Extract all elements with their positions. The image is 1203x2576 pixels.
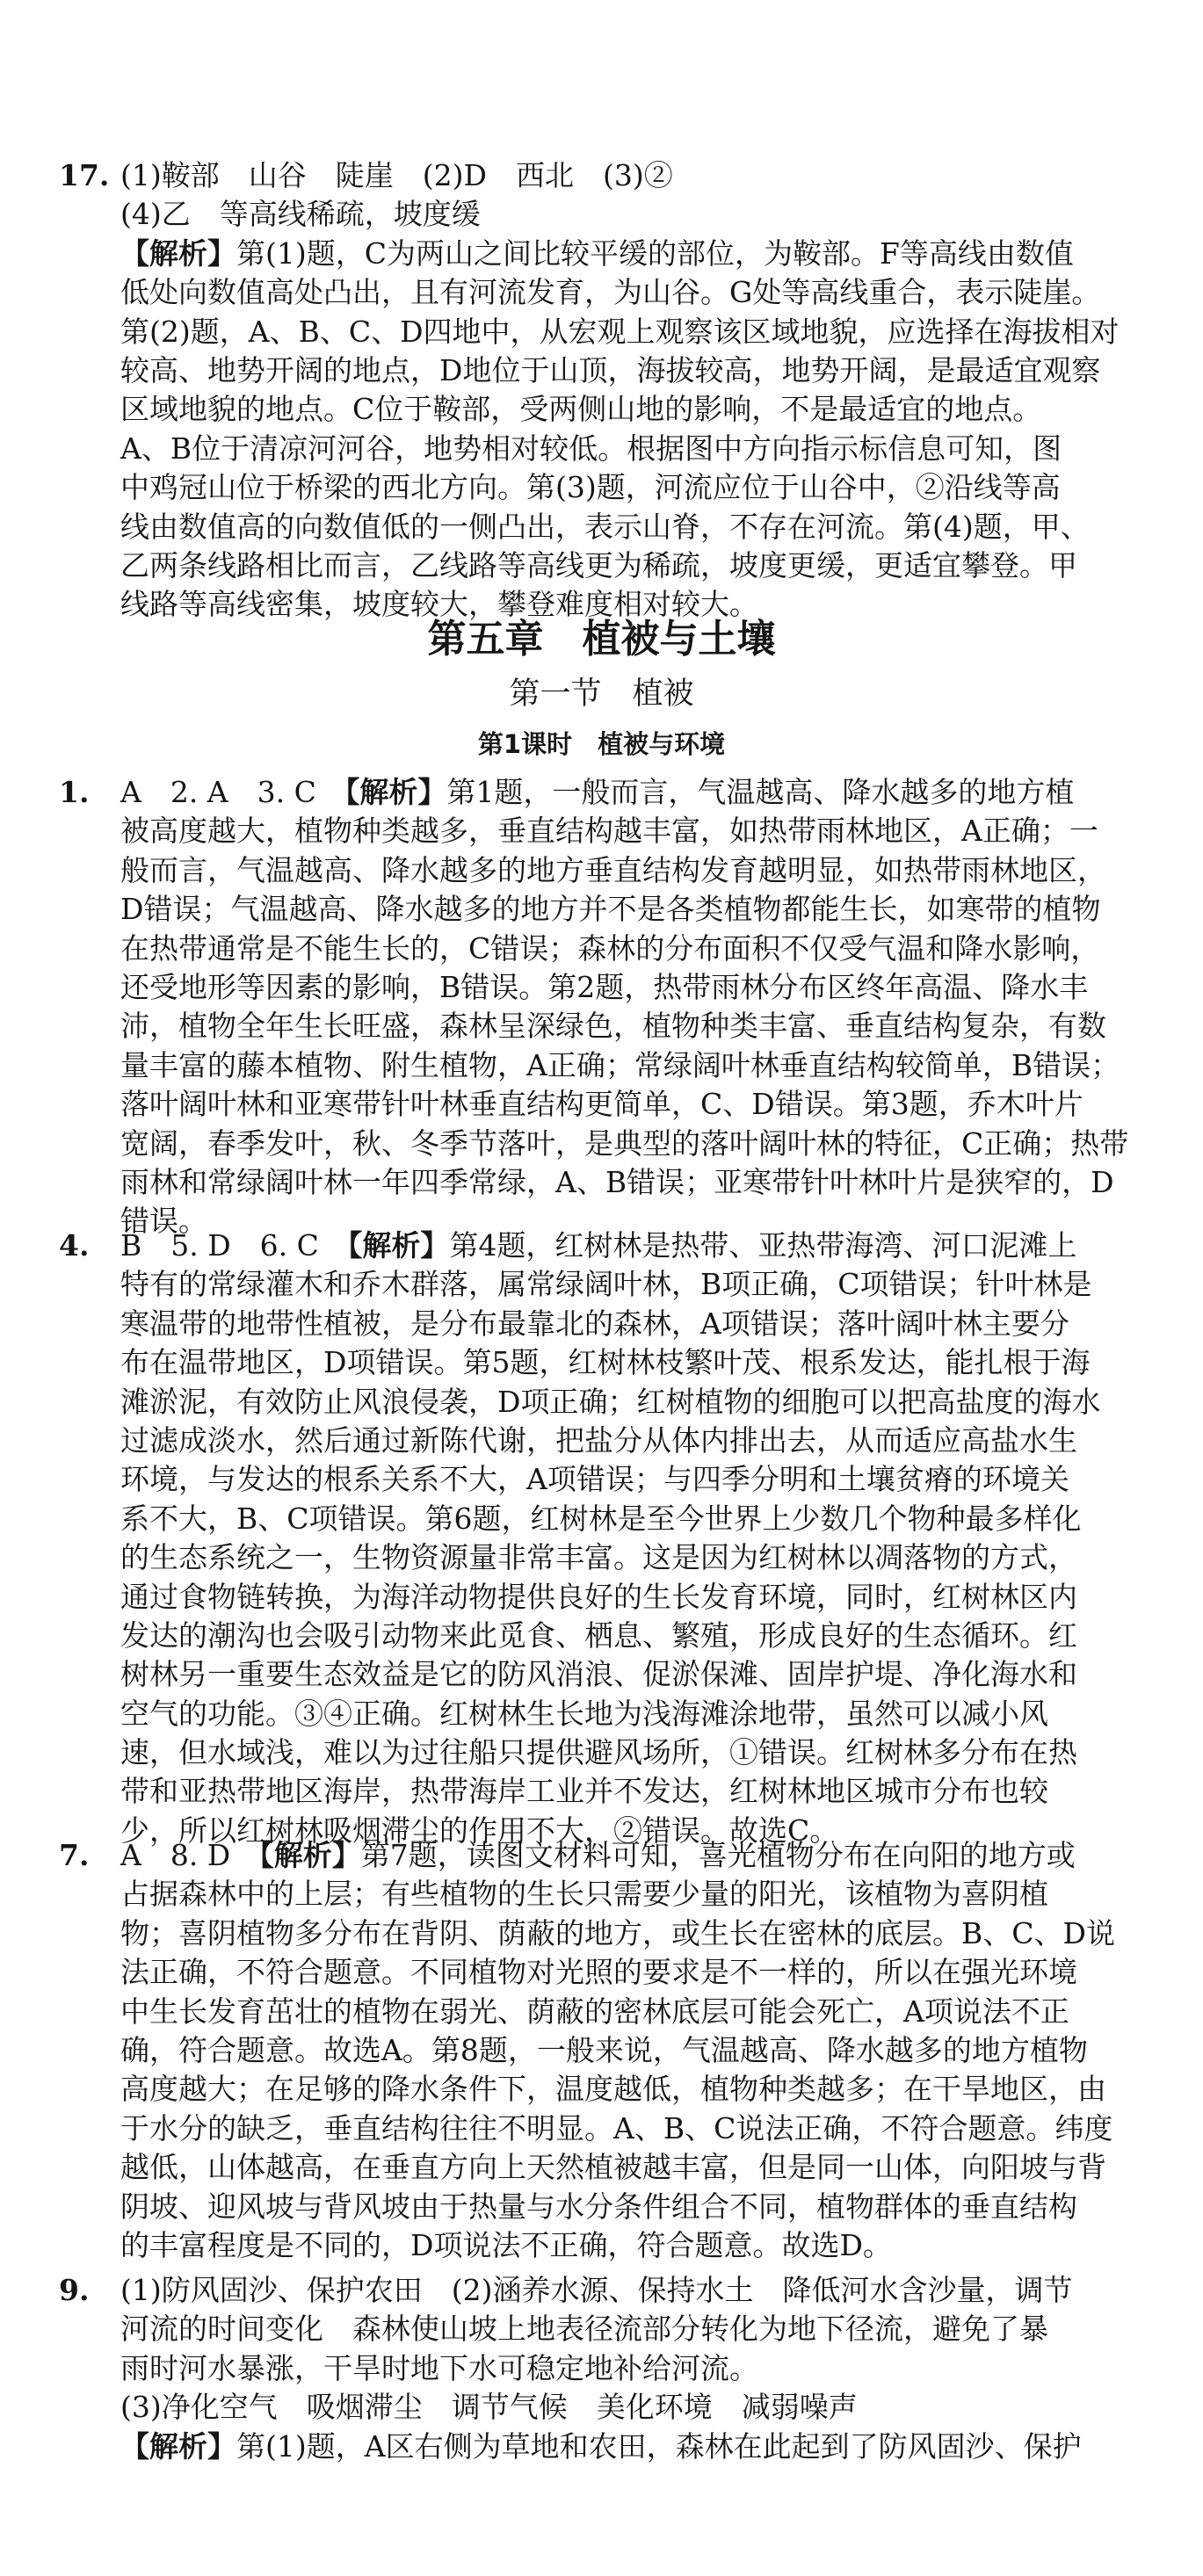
analysis-1-line: 量丰富的藤本植物、附生植物，A正确；常绿阔叶林垂直结构较简单，B错误； — [120, 1047, 1120, 1082]
analysis-tag: 【解析】 — [259, 1838, 361, 1872]
analysis-1-line: D错误；气温越高、降水越多的地方并不是各类植物都能生长，如寒带的植物 — [120, 892, 1101, 927]
analysis-7-line: 高度越大；在足够的降水条件下，温度越低，植物种类越多；在干旱地区，由 — [120, 2072, 1106, 2107]
answer-17 — [59, 156, 1159, 625]
analysis-4-line: 速，但水域浅，难以为过往船只提供避风场所，①错误。红树林多分布在热 — [120, 1735, 1077, 1770]
answer-9-first-line: 9. (1)防风固沙、保护农田 (2)涵养水源、保持水土 降低河水含沙量，调节 — [59, 2271, 1159, 2310]
analysis-tag: 【解析】 — [344, 775, 447, 809]
answer-9-line: 雨时河水暴涨，干旱时地下水可稳定地补给河流。 — [120, 2350, 758, 2385]
answer-9 — [59, 2271, 1159, 2466]
analysis-9-line-1: 【解析】第(1)题，A区右侧为草地和农田，森林在此起到了防风固沙、保护 — [120, 2428, 1082, 2464]
analysis-1-line: 雨林和常绿阔叶林一年四季常绿，A、B错误；亚寒带针叶林叶片是狭窄的，D — [120, 1164, 1114, 1199]
answer-17-line-1: 17. (1)鞍部 山谷 陡崖 (2)D 西北 (3)② — [59, 156, 1159, 195]
analysis-17-line: 区域地貌的地点。C位于鞍部，受两侧山地的影响，不是最适宜的地点。 — [120, 392, 1042, 427]
analysis-4-line: 树林另一重要生态效益是它的防风消浪、促淤保滩、固岸护堤、净化海水和 — [120, 1657, 1077, 1692]
analysis-7-line: 中生长发育茁壮的植物在弱光、荫蔽的密林底层可能会死亡，A项说法不正 — [120, 1994, 1069, 2029]
analysis-17-line: A、B位于清凉河河谷，地势相对较低。根据图中方向指示标信息可知，图 — [120, 431, 1062, 466]
answer-1-3 — [59, 773, 1159, 1241]
analysis-17-line: 中鸡冠山位于桥梁的西北方向。第(3)题，河流应位于山谷中，②沿线等高 — [120, 470, 1061, 505]
answer-4-6 — [59, 1226, 1159, 1850]
lesson-title: 第1课时 植被与环境 — [477, 729, 726, 759]
analysis-tag: 【解析】 — [120, 235, 236, 271]
analysis-7-line: 法正确，不符合题意。不同植物对光照的要求是不一样的，所以在强光环境 — [120, 1955, 1077, 1990]
analysis-1-line: 被高度越大，植物种类越多，垂直结构越丰富，如热带雨林地区，A正确；一 — [120, 814, 1098, 849]
analysis-17-line: 第(2)题，A、B、C、D四地中，从宏观上观察该区域地貌，应选择在海拔相对 — [120, 314, 1120, 349]
analysis-17-line: 低处向数值高处凸出，且有河流发育，为山谷。G处等高线重合，表示陡崖。 — [120, 275, 1101, 310]
answer-9-line: 河流的时间变化 森林使山坡上地表径流部分转化为地下径流，避免了暴 — [120, 2312, 1048, 2347]
answer-9-line: (3)净化空气 吸烟滞尘 调节气候 美化环境 减弱噪声 — [120, 2390, 858, 2425]
analysis-17-line: 线由数值高的向数值低的一侧凸出，表示山脊，不存在河流。第(4)题，甲、 — [120, 509, 1090, 544]
chapter-title: 第五章 植被与土壤 — [427, 617, 776, 662]
question-number: 1. — [59, 775, 90, 809]
question-number: 7. — [59, 1838, 90, 1872]
analysis-tag: 【解析】 — [347, 1228, 450, 1263]
answer-17-line-2: (4)乙 等高线稀疏，坡度缓 — [120, 197, 481, 232]
analysis-1-line: 错误。 — [120, 1204, 207, 1239]
analysis-17-line-1: 【解析】第(1)题，C为两山之间比较平缓的部位，为鞍部。F等高线由数值 — [120, 235, 1074, 271]
analysis-7-line: 的丰富程度是不同的，D项说法不正确，符合题意。故选D。 — [120, 2227, 892, 2262]
analysis-4-line: 通过食物链转换，为海洋动物提供良好的生长发育环境，同时，红树林区内 — [120, 1579, 1077, 1614]
analysis-17-line: 乙两条线路相比而言，乙线路等高线更为稀疏，坡度更缓，更适宜攀登。甲 — [120, 547, 1077, 582]
analysis-7-line: 阴坡、迎风坡与背风坡由于热量与水分条件组合不同，植物群体的垂直结构 — [120, 2189, 1077, 2224]
analysis-4-line: 带和亚热带地区海岸，热带海岸工业并不发达，红树林地区城市分布也较 — [120, 1774, 1048, 1809]
analysis-1-line: 落叶阔叶林和亚寒带针叶林垂直结构更简单，C、D错误。第3题，乔木叶片 — [120, 1087, 1083, 1122]
analysis-4-line: 过滤成淡水，然后通过新陈代谢，把盐分从体内排出去，从而适应高盐水生 — [120, 1422, 1077, 1458]
analysis-1-line: 般而言，气温越高、降水越多的地方垂直结构发育越明显，如热带雨林地区， — [120, 852, 1106, 887]
analysis-tag: 【解析】 — [120, 2428, 236, 2464]
question-number: 4. — [59, 1228, 90, 1263]
analysis-1-line: 沛，植物全年生长旺盛，森林呈深绿色，植物种类丰富、垂直结构复杂，有数 — [120, 1009, 1106, 1044]
question-number: 9. — [59, 2273, 90, 2307]
analysis-4-line: 少，所以红树林吸烟滞尘的作用不大，②错误。故选C。 — [120, 1813, 839, 1848]
analysis-4-line: 空气的功能。③④正确。红树林生长地为浅海滩涂地带，虽然可以减小风 — [120, 1696, 1048, 1731]
analysis-1-line: 还受地形等因素的影响，B错误。第2题，热带雨林分布区终年高温、降水丰 — [120, 969, 1089, 1004]
analysis-17-line: 线路等高线密集，坡度较大，攀登难度相对较大。 — [120, 587, 758, 622]
analysis-7-line: 物；喜阴植物多分布在背阴、荫蔽的地方，或生长在密林的底层。B、C、D说 — [120, 1915, 1115, 1950]
section-title: 第一节 植被 — [509, 677, 694, 712]
analysis-7-line: 确，符合题意。故选A。第8题，一般来说，气温越高、降水越多的地方植物 — [120, 2032, 1088, 2067]
analysis-4-line: 的生态系统之一，生物资源量非常丰富。这是因为红树林以凋落物的方式， — [120, 1540, 1077, 1575]
analysis-7-line: 占据森林中的上层；有些植物的生长只需要少量的阳光，该植物为喜阴植 — [120, 1877, 1048, 1912]
analysis-4-line: 系不大，B、C项错误。第6题，红树林是至今世界上少数几个物种最多样化 — [120, 1501, 1082, 1536]
analysis-1-line: 宽阔，春季发叶，秋、冬季节落叶，是典型的落叶阔叶林的特征，C正确；热带 — [120, 1125, 1129, 1161]
analysis-4-line: 寒温带的地带性植被，是分布最靠北的森林，A项错误；落叶阔叶林主要分 — [120, 1306, 1069, 1341]
analysis-4-line: 布在温带地区，D项错误。第5题，红树林枝繁叶茂、根系发达，能扎根于海 — [120, 1345, 1091, 1380]
answer-1-first-line: 1. A 2. A 3. C 【解析】第1题，一般而言，气温越高、降水越多的地方植 — [59, 773, 1159, 812]
analysis-7-line: 越低，山体越高，在垂直方向上天然植被越丰富，但是同一山体，向阳坡与背 — [120, 2150, 1106, 2185]
analysis-4-line: 滩淤泥，有效防止风浪侵袭，D项正确；红树植物的细胞可以把高盐度的海水 — [120, 1384, 1101, 1419]
answer-4-first-line: 4. B 5. D 6. C 【解析】第4题，红树林是热带、亚热带海湾、河口泥滩上 — [59, 1226, 1159, 1265]
analysis-4-line: 环境，与发达的根系关系不大，A项错误；与四季分明和土壤贫瘠的环境关 — [120, 1462, 1069, 1497]
analysis-7-line: 于水分的缺乏，垂直结构往往不明显。A、B、C说法正确，不符合题意。纬度 — [120, 2110, 1113, 2145]
analysis-4-line: 特有的常绿灌木和乔木群落，属常绿阔叶林，B项正确，C项错误；针叶林是 — [120, 1267, 1092, 1302]
question-number: 17. — [59, 158, 110, 192]
answer-7-first-line: 7. A 8. D 【解析】第7题，读图文材料可知，喜光植物分布在向阳的地方或 — [59, 1836, 1159, 1875]
answer-7-8 — [59, 1836, 1159, 2265]
analysis-4-line: 发达的潮沟也会吸引动物来此觅食、栖息、繁殖，形成良好的生态循环。红 — [120, 1617, 1077, 1653]
analysis-17-line: 较高、地势开阔的地点，D地位于山顶，海拔较高，地势开阔，是最适宜观察 — [120, 352, 1101, 387]
analysis-1-line: 在热带通常是不能生长的，C错误；森林的分布面积不仅受气温和降水影响， — [120, 930, 1100, 966]
